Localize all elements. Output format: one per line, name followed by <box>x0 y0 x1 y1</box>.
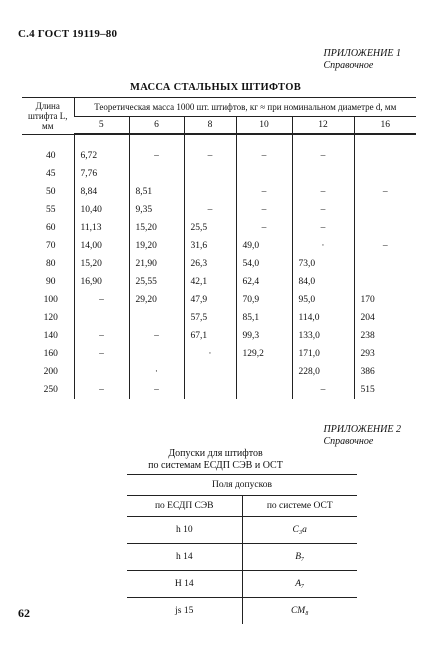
ost-tolerance-cell: С₃а <box>242 517 357 544</box>
mass-cell <box>74 363 129 381</box>
ost-tolerance-cell: А₇ <box>242 571 357 598</box>
mass-cell: · <box>184 345 236 363</box>
appendix-1-sublabel: Справочное <box>323 60 374 71</box>
mass-cell: 84,0 <box>292 273 354 291</box>
mass-cell: 8,51 <box>129 183 184 201</box>
length-cell: 120 <box>43 313 58 323</box>
mass-cell <box>74 309 129 327</box>
mass-cell: 15,20 <box>74 255 129 273</box>
appendix-2-label: ПРИЛОЖЕНИЕ 2 <box>323 424 401 435</box>
mass-cell: 31,6 <box>184 237 236 255</box>
mass-cell: 15,20 <box>129 219 184 237</box>
mass-cell: 47,9 <box>184 291 236 309</box>
mass-cell: – <box>292 201 354 219</box>
length-cell: 100 <box>43 295 58 305</box>
spacer-cell <box>292 134 354 147</box>
mass-cell: 386 <box>354 363 416 381</box>
spacer-cell <box>184 134 236 147</box>
mass-cell: – <box>236 219 292 237</box>
spacer-cell <box>129 134 184 147</box>
mass-cell: 42,1 <box>184 273 236 291</box>
table-row <box>127 517 357 544</box>
diameter-header: 12 <box>292 117 354 135</box>
mass-cell: – <box>129 327 184 345</box>
length-cell: 45 <box>46 169 56 179</box>
mass-cell: · <box>129 363 184 381</box>
diameter-header: 10 <box>236 117 292 135</box>
mass-cell <box>354 147 416 165</box>
mass-cell: 19,20 <box>129 237 184 255</box>
table-row <box>22 147 416 165</box>
mass-cell <box>354 201 416 219</box>
table-row <box>22 363 416 381</box>
mass-cell: 14,00 <box>74 237 129 255</box>
mass-column-header: Теоретическая масса 1000 шт. штифтов, кг ≈ при номинальном диаметре d, мм <box>74 98 416 117</box>
mass-cell: – <box>292 381 354 399</box>
tolerance-table <box>127 474 357 624</box>
mass-cell: 8,84 <box>74 183 129 201</box>
tolerance-title-line-2: по системам ЕСДП СЭВ и ОСТ <box>148 460 283 471</box>
mass-cell: – <box>74 327 129 345</box>
table-row <box>22 381 416 399</box>
mass-cell: – <box>74 381 129 399</box>
mass-cell <box>184 363 236 381</box>
table-spacer-row <box>22 134 416 147</box>
mass-cell: 70,9 <box>236 291 292 309</box>
mass-cell: 114,0 <box>292 309 354 327</box>
spacer-cell <box>354 134 416 147</box>
mass-cell: 62,4 <box>236 273 292 291</box>
mass-cell: – <box>74 291 129 309</box>
mass-cell <box>184 165 236 183</box>
mass-cell: 228,0 <box>292 363 354 381</box>
mass-cell: 26,3 <box>184 255 236 273</box>
mass-cell: 57,5 <box>184 309 236 327</box>
mass-cell: 25,5 <box>184 219 236 237</box>
mass-cell: 293 <box>354 345 416 363</box>
mass-cell: 9,35 <box>129 201 184 219</box>
length-cell: 40 <box>46 151 56 161</box>
spacer-cell <box>22 134 74 147</box>
tolerance-table-title <box>0 448 431 472</box>
length-cell: 80 <box>46 259 56 269</box>
diameter-header: 5 <box>74 117 129 135</box>
mass-cell <box>129 309 184 327</box>
mass-cell <box>236 363 292 381</box>
table-row <box>22 219 416 237</box>
mass-cell <box>236 165 292 183</box>
mass-table <box>22 97 416 399</box>
mass-cell <box>354 255 416 273</box>
ost-tolerance-cell: В₇ <box>242 544 357 571</box>
table-row <box>22 255 416 273</box>
appendix-2-sublabel: Справочное <box>323 436 374 447</box>
table-row <box>22 201 416 219</box>
table-row <box>22 183 416 201</box>
mass-cell: – <box>354 183 416 201</box>
sev-column-header: по ЕСДП СЭВ <box>127 496 242 517</box>
length-cell: 50 <box>46 187 56 197</box>
ost-tolerance-cell: СМ₈ <box>242 598 357 625</box>
document-reference: С.4 ГОСТ 19119–80 <box>18 28 118 40</box>
mass-cell: 85,1 <box>236 309 292 327</box>
tolerance-fields-header: Поля допусков <box>127 475 357 496</box>
table-row <box>22 345 416 363</box>
table-row <box>22 327 416 345</box>
mass-cell: 99,3 <box>236 327 292 345</box>
mass-cell <box>354 219 416 237</box>
mass-cell: 73,0 <box>292 255 354 273</box>
mass-cell: 133,0 <box>292 327 354 345</box>
sev-tolerance-cell: js 15 <box>127 598 242 625</box>
mass-cell <box>292 165 354 183</box>
tolerance-title-line-1: Допуски для штифтов <box>168 448 263 459</box>
mass-cell: 95,0 <box>292 291 354 309</box>
mass-cell: – <box>184 147 236 165</box>
sev-tolerance-cell: Н 14 <box>127 571 242 598</box>
mass-cell: 171,0 <box>292 345 354 363</box>
mass-cell: 67,1 <box>184 327 236 345</box>
table-row <box>22 291 416 309</box>
length-cell: 250 <box>43 385 58 395</box>
appendix-2-label-block <box>324 424 402 448</box>
mass-cell: 204 <box>354 309 416 327</box>
mass-cell: 7,76 <box>74 165 129 183</box>
mass-cell <box>354 165 416 183</box>
mass-cell: – <box>129 147 184 165</box>
length-cell: 140 <box>43 331 58 341</box>
mass-cell: – <box>236 147 292 165</box>
length-cell: 200 <box>43 367 58 377</box>
mass-cell <box>129 165 184 183</box>
appendix-1-label-block <box>324 48 402 72</box>
table-row <box>127 598 357 625</box>
sev-tolerance-cell: h 10 <box>127 517 242 544</box>
mass-cell: 10,40 <box>74 201 129 219</box>
table-row <box>22 309 416 327</box>
mass-cell: 49,0 <box>236 237 292 255</box>
mass-cell: – <box>354 237 416 255</box>
diameter-header: 16 <box>354 117 416 135</box>
page-number: 62 <box>18 606 30 620</box>
mass-cell: 29,20 <box>129 291 184 309</box>
sev-tolerance-cell: h 14 <box>127 544 242 571</box>
mass-cell: 170 <box>354 291 416 309</box>
mass-cell: 11,13 <box>74 219 129 237</box>
spacer-cell <box>236 134 292 147</box>
diameter-header: 6 <box>129 117 184 135</box>
table-row <box>22 165 416 183</box>
mass-cell: – <box>129 381 184 399</box>
ost-column-header: по системе ОСТ <box>242 496 357 517</box>
table-row <box>127 544 357 571</box>
mass-cell: 515 <box>354 381 416 399</box>
mass-cell: 25,55 <box>129 273 184 291</box>
mass-cell: 54,0 <box>236 255 292 273</box>
mass-cell <box>236 381 292 399</box>
table-row <box>127 571 357 598</box>
length-cell: 60 <box>46 223 56 233</box>
mass-cell: · <box>292 237 354 255</box>
mass-cell: 21,90 <box>129 255 184 273</box>
diameter-header: 8 <box>184 117 236 135</box>
spacer-cell <box>74 134 129 147</box>
mass-cell <box>129 345 184 363</box>
mass-cell: 16,90 <box>74 273 129 291</box>
length-cell: 55 <box>46 205 56 215</box>
mass-cell <box>184 183 236 201</box>
mass-cell: – <box>236 201 292 219</box>
mass-cell: 238 <box>354 327 416 345</box>
mass-cell: – <box>184 201 236 219</box>
mass-cell: – <box>292 183 354 201</box>
mass-cell: 6,72 <box>74 147 129 165</box>
length-column-header: Длина штифта L, мм <box>22 98 74 135</box>
mass-cell: – <box>74 345 129 363</box>
length-cell: 90 <box>46 277 56 287</box>
mass-cell <box>184 381 236 399</box>
length-cell: 160 <box>43 349 58 359</box>
table-row <box>22 273 416 291</box>
appendix-1-label: ПРИЛОЖЕНИЕ 1 <box>323 48 401 59</box>
mass-cell: – <box>292 147 354 165</box>
table-row <box>22 237 416 255</box>
mass-table-title: МАССА СТАЛЬНЫХ ШТИФТОВ <box>129 82 301 93</box>
mass-cell: – <box>236 183 292 201</box>
mass-cell: 129,2 <box>236 345 292 363</box>
mass-cell <box>354 273 416 291</box>
mass-cell: – <box>292 219 354 237</box>
length-cell: 70 <box>46 241 56 251</box>
